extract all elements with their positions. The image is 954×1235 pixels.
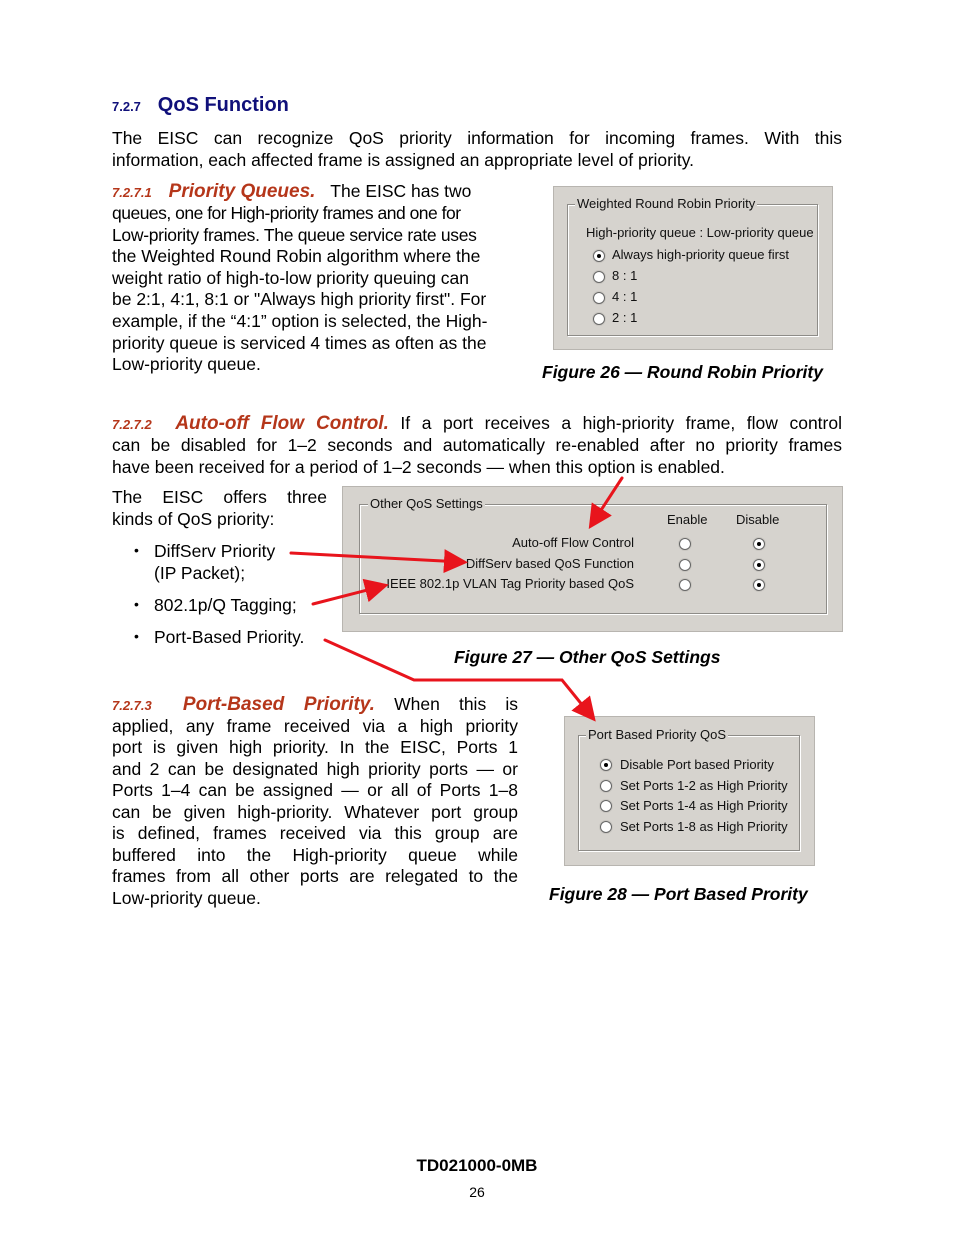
section-number: 7.2.7 xyxy=(112,99,141,114)
bullet-dot: • xyxy=(134,628,139,644)
fig27-caption: Figure 27 — Other QoS Settings xyxy=(454,647,721,667)
s2-title: Auto-off Flow Control. xyxy=(175,413,389,434)
s3-line-9: Low-priority queue. xyxy=(112,888,261,908)
fig27-row-label: Auto-off Flow Control xyxy=(512,535,634,550)
fig28-option-label: Set Ports 1-8 as High Priority xyxy=(620,819,788,834)
s1-line-4: weight ratio of high-to-low priority queuing can xyxy=(112,268,469,288)
fig26-caption: Figure 26 — Round Robin Priority xyxy=(542,362,823,382)
intro-line-1: The EISC can recognize QoS priority information for incoming frames. With this xyxy=(112,128,842,148)
s2-kinds-line-2: kinds of QoS priority: xyxy=(112,509,275,529)
s3-line-8: frames from all other ports are relegated to the xyxy=(112,866,518,886)
bullet-diffserv: DiffServ Priority xyxy=(154,541,276,561)
s3-line-3: and 2 can be designated high priority ports — or xyxy=(112,759,518,779)
fig28-option-label: Set Ports 1-2 as High Priority xyxy=(620,778,788,793)
fig26-option-label: 4 : 1 xyxy=(612,289,638,304)
s3-title: Port-Based Priority. xyxy=(182,694,375,715)
bullet-dot: • xyxy=(134,596,139,612)
fig28-group-label: Port Based Priority QoS xyxy=(588,727,726,742)
s3-line-0: When this is xyxy=(394,694,518,714)
footer-doc-id: TD021000-0MB xyxy=(416,1156,538,1175)
s3-line-7: buffered into the High-priority queue while xyxy=(112,845,518,865)
s2-line-0: If a port receives a high-priority frame, flow control xyxy=(400,413,842,433)
fig26-option-label: Always high-priority queue first xyxy=(612,247,790,262)
section-title: QoS Function xyxy=(157,94,289,116)
fig27-group-label: Other QoS Settings xyxy=(370,496,483,511)
fig26-group-label: Weighted Round Robin Priority xyxy=(577,196,756,211)
bullet-port-based: Port-Based Priority. xyxy=(154,627,305,647)
fig27-col-enable: Enable xyxy=(667,512,708,527)
s1-line-5: be 2:1, 4:1, 8:1 or "Always high priority first". For xyxy=(112,289,487,309)
s1-line-0: The EISC has two xyxy=(330,181,472,201)
s2-line-2: have been received for a period of 1–2 seconds — when this option is enabled. xyxy=(112,457,725,477)
arrow-to-auto-off xyxy=(592,478,622,524)
s2-number: 7.2.7.2 xyxy=(112,417,152,432)
bullet-diffserv-cont: (IP Packet); xyxy=(154,563,246,583)
s1-line-3: the Weighted Round Robin algorithm where the xyxy=(112,246,481,266)
fig27-row-label: IEEE 802.1p VLAN Tag Priority based QoS xyxy=(386,576,634,591)
s1-number: 7.2.7.1 xyxy=(112,185,152,200)
fig27-col-disable: Disable xyxy=(736,512,780,527)
arrow-to-8021p xyxy=(313,586,383,604)
intro-line-2: information, each affected frame is assigned an appropriate level of priority. xyxy=(112,150,695,170)
s1-line-7: priority queue is serviced 4 times as often as the xyxy=(112,333,487,353)
s2-line-1: can be disabled for 1–2 seconds and automatically re-enabled after no priority frames xyxy=(112,435,842,455)
fig26-subheading: High-priority queue : Low-priority queue xyxy=(586,225,814,240)
s3-line-5: can be given high-priority. Whatever port group xyxy=(112,802,518,822)
s1-line-8: Low-priority queue. xyxy=(112,354,261,374)
fig27-row-label: DiffServ based QoS Function xyxy=(465,556,634,571)
s3-line-2: port is given high priority. In the EISC, Ports 1 xyxy=(112,737,518,757)
page-number: 26 xyxy=(469,1184,485,1200)
s1-line-2: Low-priority frames. The queue service rate uses xyxy=(112,225,477,245)
bullet-8021p: 802.1p/Q Tagging; xyxy=(154,595,297,615)
fig26-option-label: 8 : 1 xyxy=(612,268,638,283)
s2-kinds-line-1: The EISC offers three xyxy=(112,487,327,507)
bullet-dot: • xyxy=(134,542,139,558)
fig28-option-label: Disable Port based Priority xyxy=(620,757,774,772)
s1-line-6: example, if the “4:1” option is selected, the High- xyxy=(112,311,488,331)
fig26-option-label: 2 : 1 xyxy=(612,310,638,325)
s3-number: 7.2.7.3 xyxy=(112,698,152,713)
s1-line-1: queues, one for High-priority frames and one for xyxy=(112,203,461,223)
fig28-option-label: Set Ports 1-4 as High Priority xyxy=(620,798,788,813)
arrow-to-diffserv xyxy=(291,553,462,562)
s1-title: Priority Queues. xyxy=(168,181,316,202)
s3-line-6: is defined, frames received via this group are xyxy=(112,823,518,843)
s3-line-4: Ports 1–4 can be assigned — or all of Ports 1–8 xyxy=(112,780,518,800)
fig28-caption: Figure 28 — Port Based Prority xyxy=(549,884,808,904)
arrow-to-port-based xyxy=(325,640,592,717)
s3-line-1: applied, any frame received via a high priority xyxy=(112,716,518,736)
